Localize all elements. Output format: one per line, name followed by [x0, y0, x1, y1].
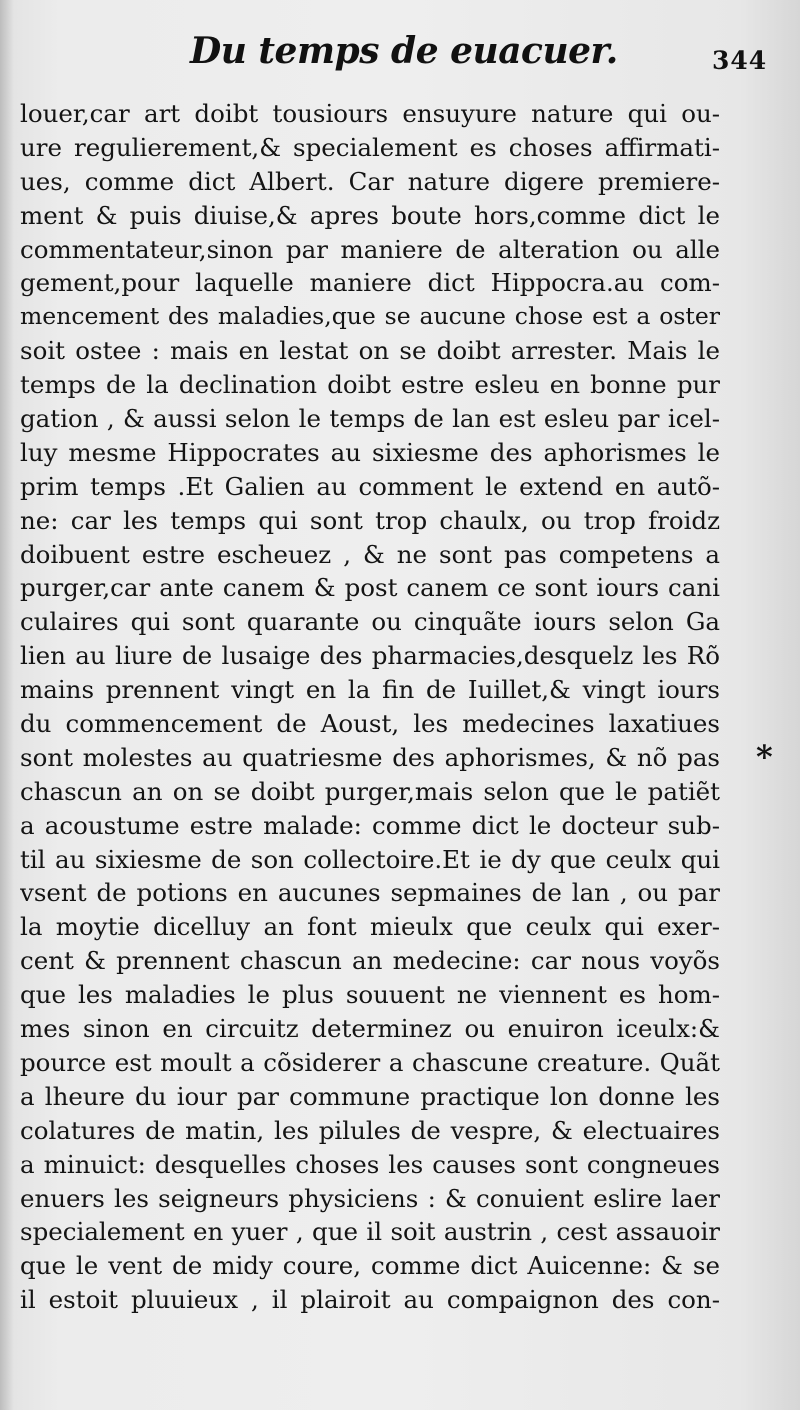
text-line: enuers les seigneurs physiciens : & conuient eslire laer	[20, 1183, 720, 1213]
text-line: mes sinon en circuitz determinez ou enuiron iceulx:&	[20, 1014, 720, 1044]
marginal-asterisk: *	[756, 738, 773, 776]
text-line: du commencement de Aoust, les medecines laxatiues	[20, 709, 720, 739]
text-line: ure regulierement,& specialement es choses affirmati-	[20, 132, 720, 162]
text-line: ne: car les temps qui sont trop chaulx, ou trop froidz	[20, 505, 720, 535]
text-line: prim temps .Et Galien au comment le extend en autõ-	[20, 471, 720, 501]
text-line: a minuict: desquelles choses les causes sont congneues	[20, 1149, 720, 1179]
text-line: a lheure du iour par commune practique lon donne les	[20, 1081, 720, 1111]
text-line: mencement des maladies,que se aucune chose est a oster	[20, 302, 720, 331]
text-line: que le vent de midy coure, comme dict Auicenne: & se	[20, 1251, 720, 1281]
text-line: a acoustume estre malade: comme dict le docteur sub-	[20, 810, 720, 840]
show-through-bleed	[22, 1318, 722, 1358]
text-line: colatures de matin, les pilules de vespre, & electuaires	[20, 1115, 720, 1145]
text-line: cent & prennent chascun an medecine: car nous voyõs	[20, 946, 720, 976]
page-number: 344	[712, 46, 768, 75]
text-line: ment & puis diuise,& apres boute hors,comme dict le	[20, 200, 720, 230]
running-title: Du temps de euacuer.	[190, 30, 618, 72]
text-line: commentateur,sinon par maniere de alteration ou alle	[20, 234, 720, 264]
text-line: chascun an on se doibt purger,mais selon que le patiẽt	[20, 776, 720, 806]
text-line: sont molestes au quatriesme des aphorismes, & nõ pas	[20, 742, 720, 772]
text-line: que les maladies le plus souuent ne viennent es hom-	[20, 980, 720, 1010]
text-line: culaires qui sont quarante ou cinquãte iours selon Ga	[20, 607, 720, 637]
text-line: soit ostee : mais en lestat on se doibt arrester. Mais le	[20, 336, 720, 366]
text-line: louer,car art doibt tousiours ensuyure nature qui ou-	[20, 99, 720, 128]
text-line: vsent de potions en aucunes sepmaines de lan , ou par	[20, 878, 720, 908]
text-line: la moytie dicelluy an font mieulx que ceulx qui exer-	[20, 912, 720, 942]
page-header	[0, 22, 800, 82]
text-line: pource est moult a cõsiderer a chascune creature. Quãt	[20, 1047, 720, 1077]
text-line: gement,pour laquelle maniere dict Hippocra.au com-	[20, 268, 720, 298]
text-line: luy mesme Hippocrates au sixiesme des aphorismes le	[20, 437, 720, 467]
text-line: gation , & aussi selon le temps de lan est esleu par icel-	[20, 404, 720, 434]
text-line: ues, comme dict Albert. Car nature digere premiere-	[20, 166, 720, 196]
text-line: specialement en yuer , que il soit austrin , cest assauoir	[20, 1217, 720, 1247]
text-line: il estoit pluuieux , il plairoit au compaignon des con-	[20, 1285, 720, 1315]
text-line: til au sixiesme de son collectoire.Et ie dy que ceulx qui	[20, 844, 720, 874]
body-text	[20, 97, 720, 1317]
text-line: mains prennent vingt en la fin de Iuillet,& vingt iours	[20, 675, 720, 705]
text-line: lien au liure de lusaige des pharmacies,desquelz les Rõ	[20, 641, 720, 671]
text-line: purger,car ante canem & post canem ce sont iours cani	[20, 573, 720, 603]
text-line: temps de la declination doibt estre esleu en bonne pur	[20, 370, 720, 400]
text-line: doibuent estre escheuez , & ne sont pas competens a	[20, 539, 720, 569]
